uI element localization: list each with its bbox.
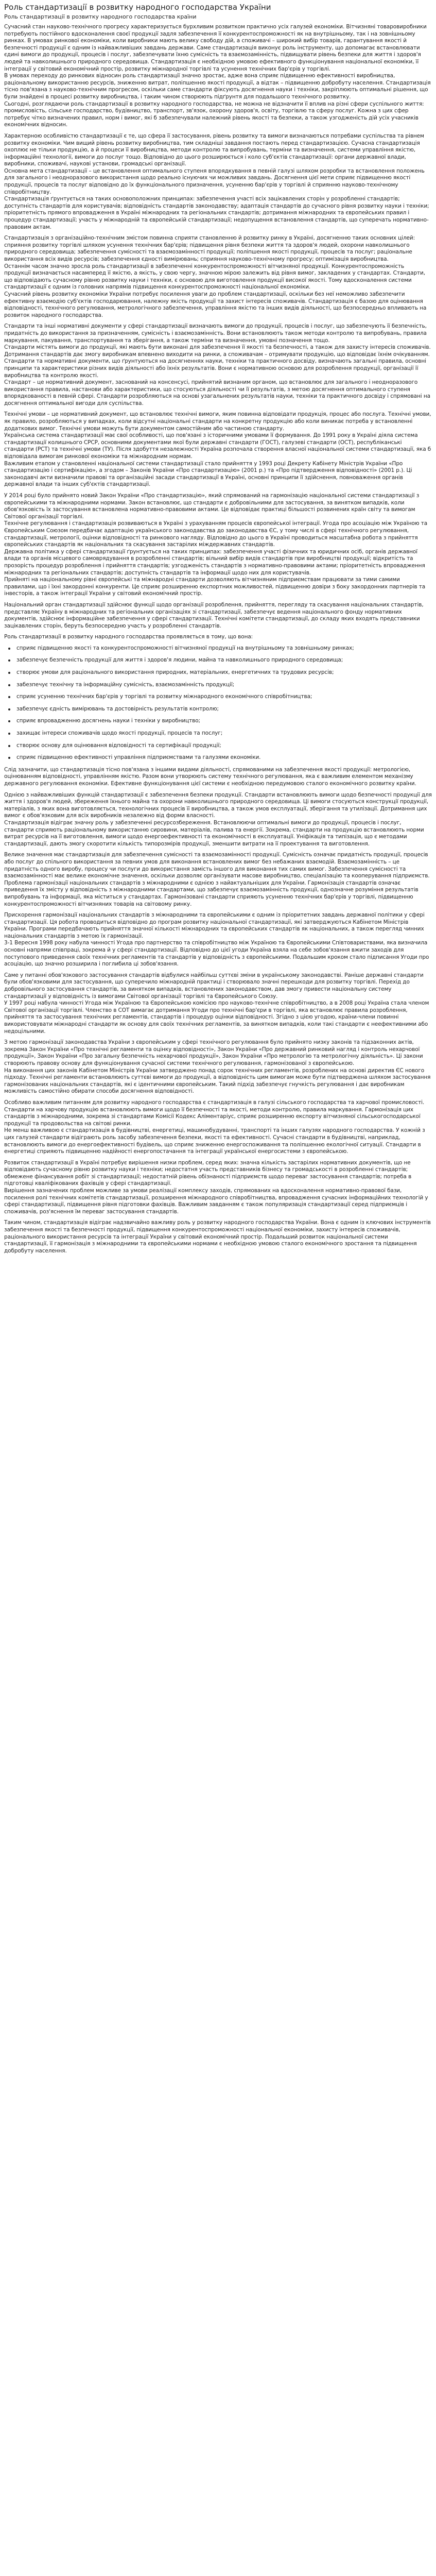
paragraph: Важливим етапом у становленні національної системи стандартизації стало прийняття у 1993 році Декрету Кабінету Міністрів України «Про стандартизацію і сертифікацію», а згодом – Законів України «Про стандартизацію» (2001 р.) та «Про підтвердження відповідності» (2001 р.). Ці законодавчі акти визначили правові та організаційні засади стандартизації в Україні, основні принципи її здійснення, повноваження органів державної влади та інших суб'єктів стандартизації. <box>4 460 412 488</box>
paragraph: Не менш важливою є стандартизація в будівництві, енергетиці, машинобудуванні, транспорті та інших галузях народного господарства. У кожній з цих галузей стандарти відіграють роль засобу забезпечення безпеки, якості та ефективності. Сучасні стандарти в будівництві, наприклад, встановлюють вимоги до енергоефективності будівель, що сприяє зниженню енергоспоживання та поліпшенню екологічної ситуації. Стандарти в енергетиці сприяють підвищенню надійності енергопостачання та інтеграції української енергосистеми з європейською. <box>4 1127 425 1155</box>
paragraph: Велике значення має стандартизація для забезпечення сумісності та взаємозамінності продукції. Сумісність означає придатність продукції, процесів або послуг до спільного використання за певних умов для виконання встановлених вимог без небажаних взаємодій. Взаємозамінність – це придатність одного виробу, процесу чи послуги до використання замість іншого для виконання тих самих вимог. Забезпечення сумісності та взаємозамінності має велике економічне значення, оскільки дозволяє організувати масове виробництво, спеціалізацію та кооперування підприємств. <box>4 852 430 879</box>
list-item <box>14 669 432 676</box>
paragraph: В умовах переходу до ринкових відносин роль стандартизації значно зростає, адже вона сприяє підвищенню ефективності виробництва, раціональному використанню ресурсів, зниженню витрат, поліпшенню якості продукції, а відтак – підвищенню добробуту населення. Стандартизація тісно пов'язана з науково-технічним прогресом, оскільки саме стандарти фіксують досягнення науки і техніки, закріплюють оптимальні рішення, що були знайдені в процесі розвитку виробництва, і таким чином створюють підґрунтя для подальшого технічного розвитку. <box>4 73 431 100</box>
list-item <box>14 682 432 689</box>
bullet-icon <box>8 708 10 710</box>
bullet-icon <box>8 672 10 674</box>
bullet-icon <box>8 733 10 735</box>
paragraph: 3-1 Вересня 1998 року набула чинності Угода про партнерство та співробітництво між Україною та Європейськими Співтовариствами, яка визначила основні напрями співпраці, зокрема й у сфері стандартизації. Відповідно до цієї угоди Україна взяла на себе зобов'язання вжити заходів для поступового приведення своїх технічних регламентів та стандартів у відповідність з європейськими. Подальшим кроком стало підписання Угоди про асоціацію, що значно розширила і поглибила ці зобов'язання. <box>4 940 429 968</box>
paragraph: Характерною особливістю стандартизації є те, що сфера її застосування, рівень розвитку та вимоги визначаються потребами суспільства та рівнем розвитку економіки. Чим вищий рівень розвитку виробництва, тим складніші завдання постають перед стандартизацією. Сучасна стандартизація охоплює не тільки продукцію, а й процеси її виробництва, методи контролю та випробувань, терміни та визначення, системи управління якістю, інформаційні технології, вимоги до послуг тощо. Відповідно до цього розширюється і коло суб'єктів стандартизації: органи державної влади, виробники, споживачі, наукові установи, громадські організації. <box>4 132 424 167</box>
paragraph: Однією з найважливіших функцій стандартизації є забезпечення безпеки продукції. Стандарти встановлюють вимоги щодо безпечності продукції для життя і здоров'я людей, збереження їхнього майна та охорони навколишнього природного середовища. Ці вимоги стосуються конструкції продукції, матеріалів, з яких вона виготовляється, технологічних процесів її виробництва, а також умов експлуатації, зберігання та утилізації. Дотримання цих вимог є обов'язковим для всіх виробників незалежно від форми власності. <box>4 791 432 819</box>
paragraph: Таким чином, стандартизація відіграє надзвичайно важливу роль у розвитку народного господарства України. Вона є одним із ключових інструментів забезпечення якості та безпечності продукції, підвищення конкурентоспроможності національної економіки, захисту інтересів споживачів, раціонального використання ресурсів та інтеграції України у світовий економічний простір. Подальший розвиток національної системи стандартизації, її гармонізація з міжнародними та європейськими нормами є необхідною умовою сталого економічного зростання та підвищення добробуту населення. <box>4 1219 431 1254</box>
paragraph: Вирішення зазначених проблем можливе за умови реалізації комплексу заходів, спрямованих на вдосконалення нормативно-правової бази, посилення ролі технічних комітетів стандартизації, розширення міжнародного співробітництва, впровадження сучасних інформаційних технологій у сфері стандартизації, підвищення рівня підготовки фахівців. Важливим завданням є також популяризація стандартизації серед підприємців і споживачів, роз'яснення їм переваг застосування стандартів. <box>4 1188 428 1215</box>
paragraph: Державна політика у сфері стандартизації ґрунтується на таких принципах: забезпечення участі фізичних та юридичних осіб, органів державної влади та органів місцевого самоврядування в розробленні стандартів; вільний вибір видів стандартів при виробництві продукції; відкритість та прозорість процедур розроблення і прийняття стандартів; узгодженість стандартів з нормативно-правовими актами; пріоритетність впровадження міжнародних та регіональних стандартів; доступність стандартів та інформації щодо них для користувачів. <box>4 548 425 576</box>
list-item-text: сприяє підвищенню якості та конкурентоспроможності вітчизняної продукції на внутрішньому та зовнішньому ринках; <box>16 645 354 651</box>
paragraph: Українська система стандартизації має свої особливості, що пов'язані з історичними умовами її формування. До 1991 року в Україні діяла система стандартизації колишнього СРСР, основними документами якої були державні стандарти (ГОСТ), галузеві стандарти (ОСТ), республіканські стандарти (РСТ) та технічні умови (ТУ). Після здобуття незалежності Україна розпочала створення власної національної системи стандартизації, яка б відповідала вимогам ринкової економіки та міжнародним нормам. <box>4 432 431 460</box>
list-item-text: забезпечує технічну та інформаційну сумісність, взаємозамінність продукції; <box>16 681 235 688</box>
paragraph: Стандарти містять вимоги до продукції, які мають бути виконані для забезпечення її якості та безпечності, а також для захисту інтересів споживачів. Дотримання стандартів дає змогу виробникам впевнено виходити на ринки, а споживачам – отримувати продукцію, що відповідає їхнім очікуванням. <box>4 344 431 358</box>
role-list <box>4 645 432 761</box>
paragraph: Останнім часом значно зросла роль стандартизації в забезпеченні конкурентоспроможності вітчизняної продукції. Конкурентоспроможність продукції визначається насамперед її якістю, а якість, у свою чергу, значною мірою залежить від рівня вимог, закладених у стандартах. Стандарти, що відповідають сучасному рівню розвитку науки і техніки, є основою для виготовлення продукції високої якості. Тому вдосконалення системи стандартизації є одним із головних напрямів підвищення конкурентоспроможності національної економіки. <box>4 263 425 291</box>
bullet-icon <box>8 720 10 722</box>
list-item <box>14 742 432 750</box>
list-item <box>14 706 432 713</box>
paragraph: Стандартизація з організаційно-технічним змістом повинна сприяти становленню й розвитку ринку в Україні, досягненню таких основних цілей: сприяння розвитку торгівлі шляхом усунення технічних бар'єрів; підвищення рівня безпеки життя та здоров'я людей, охорони навколишнього природного середовища; забезпечення сумісності та взаємозамінності продукції; поліпшення якості продукції, процесів та послуг; раціональне використання всіх видів ресурсів; забезпечення єдності вимірювань; сприяння науково-технічному прогресу; оптимізація виробництва. <box>4 235 415 262</box>
list-item <box>14 754 432 761</box>
paragraph: Технічне регулювання і стандартизація розвиваються в Україні з урахуванням процесів європейської інтеграції. Угода про асоціацію між Україною та Європейським Союзом передбачає адаптацію українського законодавства до законодавства ЄС, у тому числі в сфері технічного регулювання, стандартизації, метрології, оцінки відповідності та ринкового нагляду. Відповідно до цього в Україні проводиться масштабна робота з прийняття європейських стандартів як національних та скасування застарілих міждержавних стандартів. <box>4 520 428 548</box>
paragraph: Прийняті на національному рівні європейські та міжнародні стандарти дозволяють вітчизняним підприємствам працювати за тими самими правилами, що і їхні закордонні конкуренти. Це сприяє розширенню експортних можливостей, підвищенню довіри з боку закордонних партнерів та інвесторів, а також інтеграції України у світовий економічний простір. <box>4 577 426 597</box>
list-item-text: забезпечує безпечність продукції для життя і здоров'я людини, майна та навколишнього природного середовища; <box>16 657 343 664</box>
paragraph: Сьогодні, розглядаючи роль стандартизації в розвитку народного господарства, не можна не відзначити її вплив на різні сфери суспільного життя: промисловість, сільське господарство, будівництво, транспорт, зв'язок, охорону здоров'я, освіту, торгівлю та сферу послуг. Кожна з цих сфер потребує чітко визначених правил, норм і вимог, які б забезпечували належний рівень якості та безпеки, а також узгодженість дій усіх учасників економічних відносин. <box>4 100 424 128</box>
paragraph: Технічні умови – це нормативний документ, що встановлює технічні вимоги, яким повинна відповідати продукція, процес або послуга. Технічні умови, як правило, розробляються у випадках, коли відсутні національні стандарти на конкретну продукцію або коли виникає потреба у встановленні додаткових вимог. Технічні умови можуть бути документом самостійним або частиною стандарту. <box>4 411 431 432</box>
paragraph: На виконання цих законів Кабінетом Міністрів України затверджено понад сорок технічних регламентів, розроблених на основі директив ЄС нового підходу. Технічні регламенти встановлюють суттєві вимоги до продукції, а відповідність цим вимогам може бути підтверджена шляхом застосування гармонізованих національних стандартів, які є ідентичними європейським. Такий підхід забезпечує гнучкість регулювання і дає виробникам можливість самостійно обирати способи досягнення відповідності. <box>4 1067 431 1095</box>
bullet-icon <box>8 757 10 759</box>
list-item-text: сприяє підвищенню ефективності управління підприємствами та галузями економіки. <box>16 754 261 761</box>
paragraph: Сучасний стан науково-технічного прогресу характеризується бурхливим розвитком практично усіх галузей економіки. Вітчизняні товаровиробники потребують постійного вдосконалення своєї продукції задля забезпечення її конкурентоспроможності як на внутрішньому, так і на зовнішньому ринках. В умовах ринкової економіки, коли виробники мають велику свободу дій, а споживачі – широкий вибір товарів, гарантування якості й безпечності продукції є одним із найважливіших завдань держави. Саме стандартизація виконує роль інструменту, що допомагає встановлювати єдині вимоги до продукції, процесів і послуг, забезпечувати їхню сумісність та взаємозамінність, підвищувати рівень безпеки для життя і здоров'я людей та навколишнього природного середовища. Стандартизація є необхідною умовою ефективного функціонування національної економіки, її інтеграції у світовий економічний простір, розвитку міжнародної торгівлі та усунення технічних бар'єрів у торгівлі. <box>4 24 427 72</box>
paragraph: Стандартизація відіграє значну роль у забезпеченні ресурсозбереження. Встановлюючи оптимальні вимоги до продукції, процесів і послуг, стандарти сприяють раціональному використанню сировини, матеріалів, палива та енергії. Зокрема, стандарти на продукцію встановлюють норми витрат ресурсів на її виготовлення, вимоги щодо енергоефективності та економічності в експлуатації. Уніфікація та типізація, що є методами стандартизації, дають змогу скоротити кількість типорозмірів продукції, зменшити витрати на її проектування та виготовлення. <box>4 819 424 847</box>
list-item-text: створює умови для раціонального використання природних, матеріальних, енергетичних та трудових ресурсів; <box>16 669 334 676</box>
bullet-icon <box>8 745 10 747</box>
paragraph: Прискорення гармонізації національних стандартів з міжнародними та європейськими є одним із пріоритетних завдань державної політики у сфері стандартизації. Ця робота проводиться відповідно до програм розвитку національної стандартизації, які затверджуються Кабінетом Міністрів України. Програми передбачають прийняття значної кількості міжнародних та європейських стандартів як національних, а також перегляд чинних національних стандартів з метою їх гармонізації. <box>4 912 425 939</box>
list-item-text: створює основу для оцінювання відповідності та сертифікації продукції; <box>16 742 221 749</box>
paragraph: Сучасний рівень розвитку економіки України потребує посилення уваги до проблем стандартизації, оскільки без неї неможливо забезпечити ефективну взаємодію суб'єктів господарювання, належну якість продукції та захист інтересів споживачів. Стандартизація є базою для оцінювання відповідності, технічного регулювання, метрологічного забезпечення, управління якістю та інших видів діяльності, що безпосередньо впливають на розвиток народного господарства. <box>4 291 427 318</box>
list-item-text: сприяє усуненню технічних бар'єрів у торгівлі та розвитку міжнародного економічного співробітництва; <box>16 693 312 700</box>
paragraph: Стандартизація ґрунтується на таких основоположних принципах: забезпечення участі всіх зацікавлених сторін у розробленні стандартів; доступність стандартів для користувачів; відповідність стандартів законодавству; адаптація стандартів до сучасного рівня розвитку науки і техніки; пріоритетність прямого впровадження в Україні міжнародних та регіональних стандартів; дотримання міжнародних та європейських правил і процедур стандартизації; участь у міжнародній та європейській стандартизації; недопущення встановлення стандартів, що суперечать нормативно-правовим актам. <box>4 196 429 230</box>
list-item <box>14 645 432 652</box>
list-item-text: сприяє впровадженню досягнень науки і техніки у виробництво; <box>16 718 200 724</box>
list-item <box>14 657 432 664</box>
bullet-icon <box>8 684 10 686</box>
paragraph: Саме у питанні обов'язкового застосування стандартів відбулися найбільш суттєві зміни в українському законодавстві. Раніше державні стандарти були обов'язковими для застосування, що суперечило міжнародній практиці і створювало значні перешкоди для розвитку торгівлі. Перехід до добровільного застосування стандартів, за винятком випадків, встановлених законодавством, дав змогу привести національну систему стандартизації у відповідність із вимогами Світової організації торгівлі та Європейського Союзу. <box>4 972 424 999</box>
paragraph: З метою гармонізації законодавства України з європейським у сфері технічного регулювання було прийнято низку законів та підзаконних актів, зокрема Закон України «Про технічні регламенти та оцінку відповідності», Закон України «Про державний ринковий нагляд і контроль нехарчової продукції», Закон України «Про загальну безпечність нехарчової продукції», Закон України «Про метрологію та метрологічну діяльність». Ці закони створюють правову основу для функціонування сучасної системи технічного регулювання, гармонізованої з європейською. <box>4 1039 423 1066</box>
paragraph: Національний орган стандартизації здійснює функції щодо організації розроблення, прийняття, перегляду та скасування національних стандартів, представляє Україну в міжнародних та регіональних організаціях зі стандартизації, забезпечує ведення національного фонду нормативних документів, здійснює інформаційне забезпечення у сфері стандартизації. Технічні комітети стандартизації, до складу яких входять представники зацікавлених сторін, беруть безпосередню участь у розробленні стандартів. <box>4 601 424 629</box>
paragraph: Особливо важливим питанням для розвитку народного господарства є стандартизація в галузі сільського господарства та харчової промисловості. Стандарти на харчову продукцію встановлюють вимоги щодо її безпечності та якості, методи контролю, правила маркування. Гармонізація цих стандартів з міжнародними, зокрема зі стандартами Комісії Кодекс Аліментаріус, сприяє розширенню експорту вітчизняної сільськогосподарської продукції та продовольства на світові ринки. <box>4 1099 425 1127</box>
paragraph: Стандарт – це нормативний документ, заснований на консенсусі, прийнятий визнаним органом, що встановлює для загального і неодноразового використання правила, настанови або характеристики, що стосуються діяльності чи її результатів, з метою досягнення оптимального ступеня впорядкованості в певній сфері. Стандарти розробляються на основі узагальнених результатів науки, техніки та практичного досвіду і спрямовані на досягнення оптимальної вигоди для суспільства. <box>4 379 430 406</box>
paragraph: Стандарти та інші нормативні документи у сфері стандартизації визначають вимоги до продукції, процесів і послуг, що забезпечують її безпечність, придатність до використання за призначенням, сумісність і взаємозамінність. Вони встановлюють також методи контролю та випробувань, правила маркування, пакування, транспортування та зберігання, а також терміни та визначення, умовні позначення тощо. <box>4 323 427 344</box>
paragraph: У 1997 році набула чинності Угода між Україною та Європейською комісією про науково-технічне співробітництво, а в 2008 році Україна стала членом Світової організації торгівлі. Членство в СОТ вимагає дотримання Угоди про технічні бар'єри в торгівлі, яка встановлює правила розроблення, прийняття та застосування технічних регламентів, стандартів і процедур оцінки відповідності. Згідно з цією угодою, країни-члени повинні використовувати міжнародні стандарти як основу для своїх технічних регламентів, за винятком випадків, коли такі стандарти є неефективними або недоцільними. <box>4 1000 429 1035</box>
paragraph: Основна мета стандартизації – це встановлення оптимального ступеня впорядкування в певній галузі шляхом розробки та встановлення положень для загального і неодноразового використання щодо реально існуючих чи можливих завдань. Досягнення цієї мети сприяє підвищенню якості продукції, процесів та послуг відповідно до їх функціонального призначення, усуненню бар'єрів у торгівлі й сприянню науково-технічному співробітництву. <box>4 167 425 195</box>
document-page <box>0 0 436 1255</box>
list-item-text: забезпечує єдність вимірювань та достовірність результатів контролю; <box>16 705 219 712</box>
list-item <box>14 693 432 701</box>
paragraph: Роль стандартизації в розвитку народного господарства проявляється в тому, що вона: <box>4 634 253 640</box>
paragraph: У 2014 році було прийнято новий Закон України «Про стандартизацію», який спрямований на гармонізацію національної системи стандартизації з європейськими та міжнародними нормами. Закон встановлює, що стандарти є добровільними для застосування, за винятком випадків, коли обов'язковість їх застосування встановлена нормативно-правовими актами. Це відповідає практиці більшості розвинених країн світу та вимогам Світової організації торгівлі. <box>4 493 420 520</box>
bullet-icon <box>8 648 10 650</box>
paragraph: Проблема гармонізації національних стандартів з міжнародними є однією з найактуальніших для України. Гармонізація стандартів означає приведення їх змісту у відповідність з міжнародними стандартами, що забезпечує взаємозамінність продукції, однозначне розуміння результатів випробувань та інформації, яка міститься у стандартах. Гармонізовані стандарти сприяють усуненню технічних бар'єрів у торгівлі, підвищенню конкурентоспроможності вітчизняних товарів на світовому ринку. <box>4 879 418 907</box>
list-item-text: захищає інтереси споживачів щодо якості продукції, процесів та послуг; <box>16 730 223 737</box>
paragraph: Слід зазначити, що стандартизація тісно пов'язана з іншими видами діяльності, спрямованими на забезпечення якості продукції: метрологією, оцінюванням відповідності, управлінням якістю. Разом вони утворюють систему технічного регулювання, яка є важливим елементом механізму державного регулювання економіки. Ефективне функціонування цієї системи є необхідною передумовою сталого економічного розвитку країни. <box>4 766 416 787</box>
paragraph: Стандарти та нормативні документи, що ґрунтуються на досягненнях науки, техніки та практичного досвіду, визначають загальні правила, основні принципи та характеристики різних видів діяльності або їхніх результатів. Вони є нормативною основою для розроблення продукції, організації її виробництва та контролю якості. <box>4 358 426 379</box>
list-item <box>14 718 432 725</box>
page-title: Роль стандартизації в розвитку народного господарства України <box>4 3 271 12</box>
bullet-icon <box>8 696 10 698</box>
article-body <box>4 24 432 1255</box>
bullet-icon <box>8 659 10 662</box>
paragraph: Розвиток стандартизації в Україні потребує вирішення низки проблем, серед яких: значна кількість застарілих нормативних документів, що не відповідають сучасному рівню розвитку науки і техніки; недостатня участь представників бізнесу та громадськості в розробленні стандартів; обмежене фінансування робіт зі стандартизації; недостатній рівень обізнаності підприємств щодо переваг застосування стандартів; потреба в підготовці кваліфікованих фахівців у сфері стандартизації. <box>4 1159 412 1187</box>
list-item <box>14 730 432 737</box>
page-subtitle: Роль стандартизації в розвитку народного господарства країни <box>4 13 197 20</box>
